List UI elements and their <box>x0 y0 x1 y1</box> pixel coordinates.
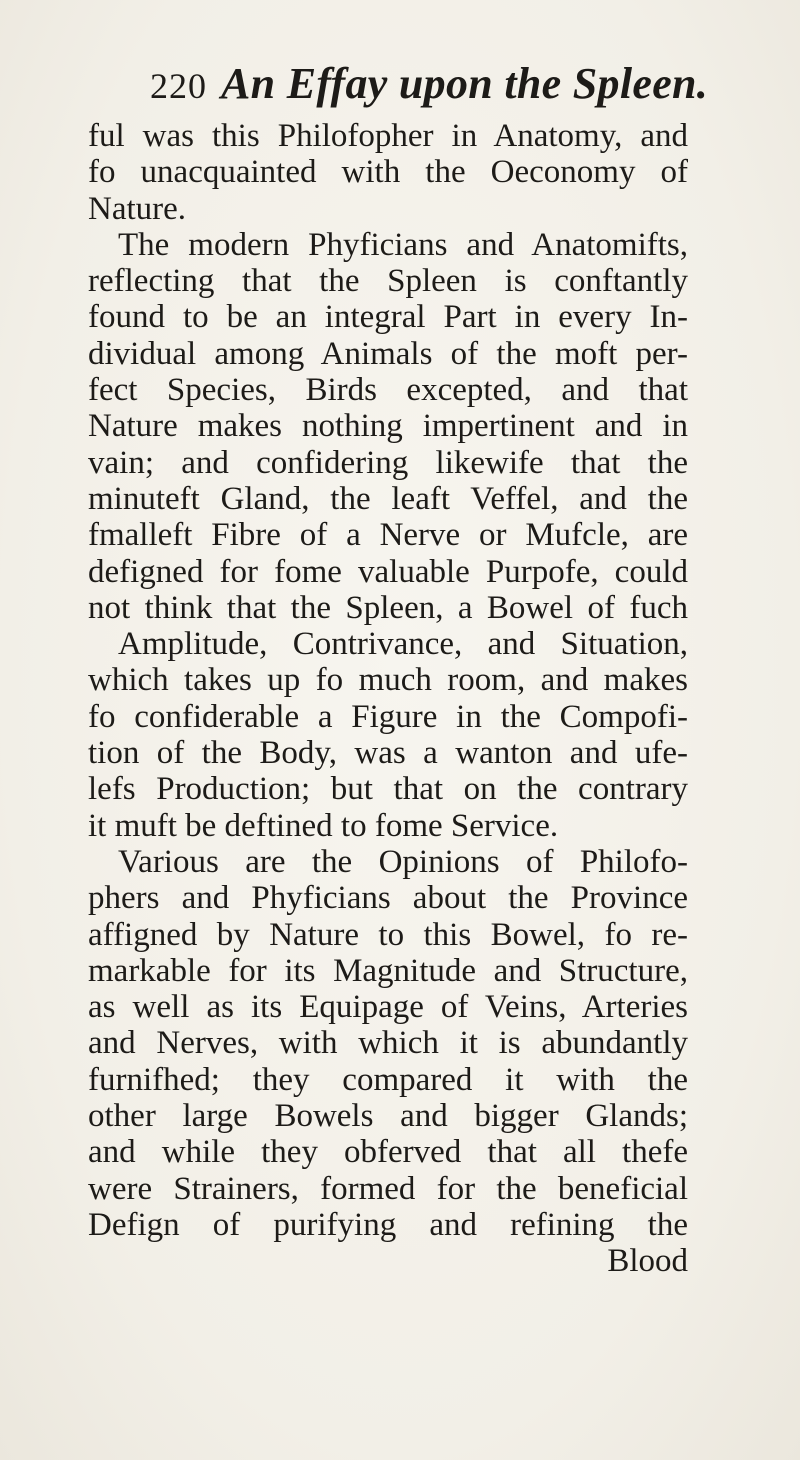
text-line: Nature. <box>88 190 187 227</box>
text-line: not think that the Spleen, a Bowel of fuch <box>88 589 688 626</box>
text-line: fect Species, Birds excepted, and that <box>88 372 688 409</box>
text-line: found to be an integral Part in every In- <box>88 299 688 336</box>
text-line: affigned by Nature to this Bowel, fo re- <box>88 916 688 953</box>
text-line: The modern Phyficians and Anatomifts, <box>118 226 688 263</box>
text-line: which takes up fo much room, and makes <box>88 662 688 699</box>
text-line: Nature makes nothing impertinent and in <box>88 408 688 445</box>
running-title: An Effay upon the Spleen. <box>221 59 709 108</box>
text-line: tion of the Body, was a wanton and ufe- <box>88 735 688 772</box>
text-line: lefs Production; but that on the contrary <box>88 771 688 808</box>
text-line: Various are the Opinions of Philofo- <box>118 843 688 880</box>
text-line: dividual among Animals of the moft per- <box>88 335 688 372</box>
text-line: ful was this Philofopher in Anatomy, and <box>88 118 688 154</box>
text-line: markable for its Magnitude and Structure, <box>88 952 688 989</box>
catchword: Blood <box>607 1243 688 1280</box>
text-line: and while they obferved that all thefe <box>88 1134 688 1171</box>
body-text <box>88 118 688 1280</box>
text-line: as well as its Equipage of Veins, Arteries <box>88 989 688 1026</box>
page-number: 220 <box>150 66 207 106</box>
text-line: minuteft Gland, the leaft Veffel, and the <box>88 480 688 517</box>
text-line: and Nerves, with which it is abundantly <box>88 1025 688 1062</box>
text-line: it muft be deftined to fome Service. <box>88 807 559 844</box>
text-line: reflecting that the Spleen is conftantly <box>88 263 688 300</box>
text-line: were Strainers, formed for the beneficial <box>88 1170 688 1207</box>
text-line: defigned for fome valuable Purpofe, could <box>88 553 688 590</box>
text-line: fo confiderable a Figure in the Compofi- <box>88 698 688 735</box>
text-line: Amplitude, Contrivance, and Situation, <box>118 626 688 663</box>
text-line: fmalleft Fibre of a Nerve or Mufcle, are <box>88 517 688 554</box>
text-line: furnifhed; they compared it with the <box>88 1061 688 1098</box>
text-line: vain; and confidering likewife that the <box>88 444 688 481</box>
running-head <box>150 58 710 118</box>
text-line: phers and Phyficians about the Province <box>88 880 688 917</box>
text-line: other large Bowels and bigger Glands; <box>88 1098 688 1135</box>
text-line: fo unacquainted with the Oeconomy of <box>88 154 688 191</box>
text-line: Defign of purifying and refining the <box>88 1206 688 1243</box>
